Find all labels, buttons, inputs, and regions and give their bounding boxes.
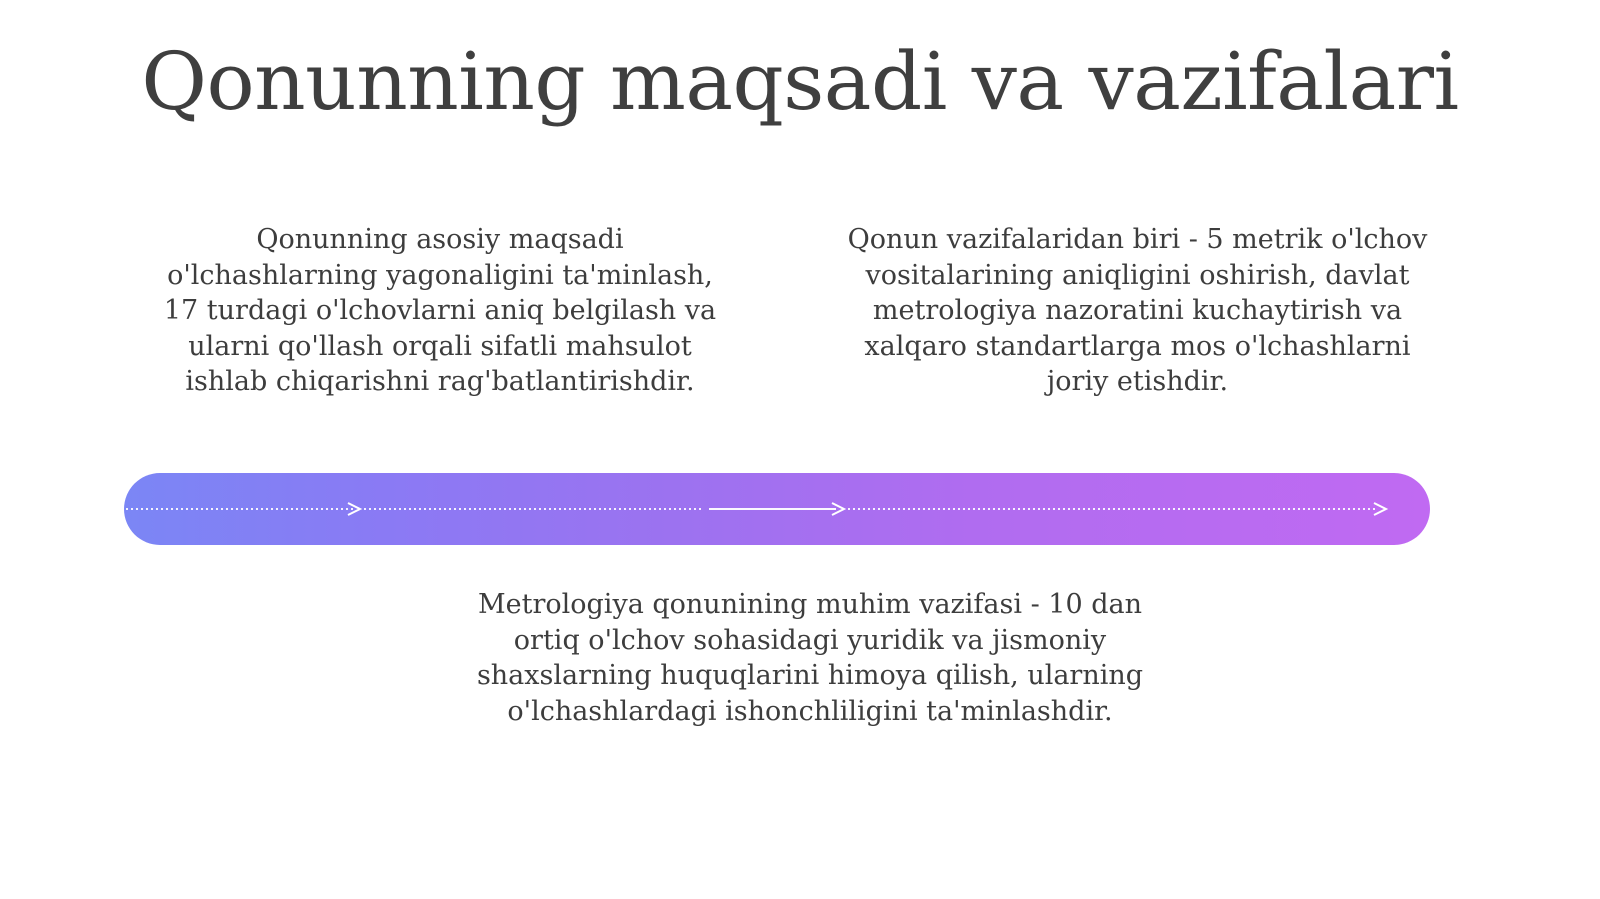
arrow-head-3-icon — [1374, 503, 1386, 515]
timeline-bar — [124, 473, 1430, 545]
tasks-text-block: Qonun vazifalaridan biri - 5 metrik o'lchov vositalarining aniqligini oshirish, davlat metrologiya nazoratini kuchaytirish va xalqaro standartlarga mos o'lchashlarni joriy etishdir. — [847, 224, 1428, 397]
goal-text-block: Qonunning asosiy maqsadi o'lchashlarning yagonaligini ta'minlash, 17 turdagi o'lchovlarni aniq belgilash va ularni qo'llash orqali sifatli mahsulot ishlab chiqarishni rag'batlantirishdir. — [163, 224, 717, 397]
slide-title: Qonunning maqsadi va vazifalari — [141, 35, 1459, 128]
timeline-arrows — [124, 473, 1430, 545]
rights-text-block: Metrologiya qonunining muhim vazifasi - 10 dan ortiq o'lchov sohasidagi yuridik va jismoniy shaxslarning huquqlarini himoya qilish, ularning o'lchashlardagi ishonchliligini ta'minlashdir. — [476, 589, 1144, 727]
